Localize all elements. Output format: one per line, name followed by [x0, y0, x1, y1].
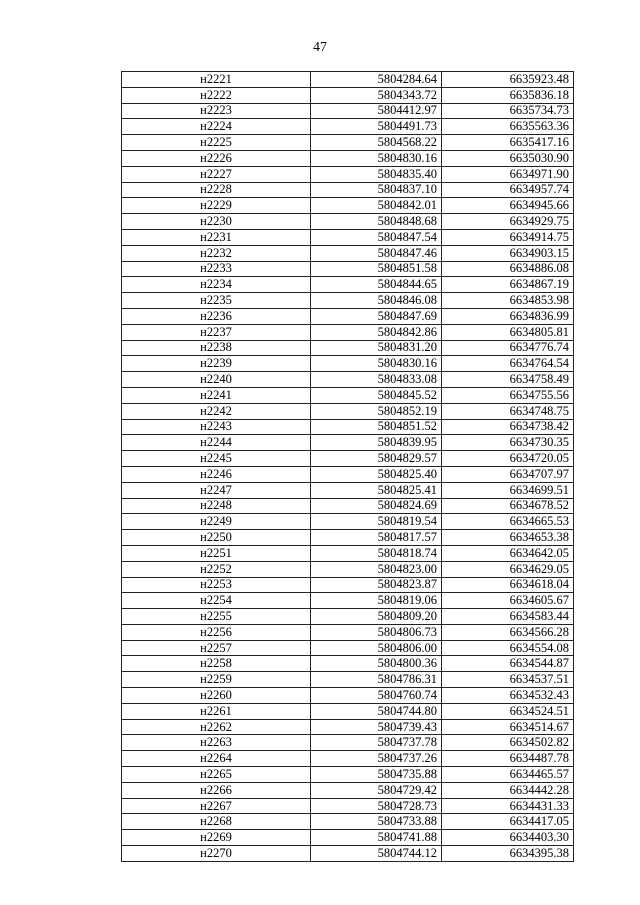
table-row	[122, 403, 574, 419]
y-coordinate-cell: 6634465.57	[442, 767, 574, 783]
x-coordinate-cell: 5804831.20	[311, 340, 442, 356]
x-coordinate-cell: 5804786.31	[311, 672, 442, 688]
table-row	[122, 498, 574, 514]
point-name-cell: н2246	[122, 466, 311, 482]
x-coordinate-cell: 5804729.42	[311, 782, 442, 798]
point-name-cell: н2222	[122, 87, 311, 103]
point-name-cell: н2265	[122, 767, 311, 783]
point-name-cell: н2261	[122, 703, 311, 719]
point-name-cell: н2250	[122, 530, 311, 546]
point-name-cell: н2238	[122, 340, 311, 356]
x-coordinate-cell: 5804830.16	[311, 150, 442, 166]
x-coordinate-cell: 5804818.74	[311, 545, 442, 561]
table-row	[122, 767, 574, 783]
x-coordinate-cell: 5804735.88	[311, 767, 442, 783]
point-name-cell: н2245	[122, 451, 311, 467]
point-name-cell: н2252	[122, 561, 311, 577]
point-name-cell: н2264	[122, 751, 311, 767]
table-row	[122, 830, 574, 846]
table-row	[122, 135, 574, 151]
point-name-cell: н2262	[122, 719, 311, 735]
point-name-cell: н2269	[122, 830, 311, 846]
x-coordinate-cell: 5804823.00	[311, 561, 442, 577]
point-name-cell: н2231	[122, 229, 311, 245]
table-row	[122, 324, 574, 340]
table-row	[122, 782, 574, 798]
point-name-cell: н2225	[122, 135, 311, 151]
y-coordinate-cell: 6634566.28	[442, 624, 574, 640]
table-row	[122, 514, 574, 530]
x-coordinate-cell: 5804819.06	[311, 593, 442, 609]
y-coordinate-cell: 6635417.16	[442, 135, 574, 151]
table-row	[122, 530, 574, 546]
x-coordinate-cell: 5804845.52	[311, 387, 442, 403]
table-row	[122, 640, 574, 656]
table-row	[122, 372, 574, 388]
point-name-cell: н2229	[122, 198, 311, 214]
x-coordinate-cell: 5804737.26	[311, 751, 442, 767]
table-row	[122, 451, 574, 467]
y-coordinate-cell: 6634867.19	[442, 277, 574, 293]
table-row	[122, 293, 574, 309]
y-coordinate-cell: 6634805.81	[442, 324, 574, 340]
table-row	[122, 593, 574, 609]
y-coordinate-cell: 6634417.05	[442, 814, 574, 830]
coordinates-table	[121, 71, 574, 862]
point-name-cell: н2224	[122, 119, 311, 135]
x-coordinate-cell: 5804851.52	[311, 419, 442, 435]
x-coordinate-cell: 5804833.08	[311, 372, 442, 388]
y-coordinate-cell: 6634642.05	[442, 545, 574, 561]
table-row	[122, 166, 574, 182]
table-row	[122, 751, 574, 767]
y-coordinate-cell: 6634502.82	[442, 735, 574, 751]
y-coordinate-cell: 6635923.48	[442, 72, 574, 88]
x-coordinate-cell: 5804842.01	[311, 198, 442, 214]
x-coordinate-cell: 5804835.40	[311, 166, 442, 182]
x-coordinate-cell: 5804739.43	[311, 719, 442, 735]
table-row	[122, 419, 574, 435]
x-coordinate-cell: 5804825.40	[311, 466, 442, 482]
x-coordinate-cell: 5804491.73	[311, 119, 442, 135]
table-row	[122, 340, 574, 356]
y-coordinate-cell: 6634665.53	[442, 514, 574, 530]
y-coordinate-cell: 6634629.05	[442, 561, 574, 577]
table-row	[122, 672, 574, 688]
table-row	[122, 72, 574, 88]
y-coordinate-cell: 6634605.67	[442, 593, 574, 609]
point-name-cell: н2223	[122, 103, 311, 119]
y-coordinate-cell: 6634653.38	[442, 530, 574, 546]
point-name-cell: н2233	[122, 261, 311, 277]
coordinates-table-body	[122, 72, 574, 862]
table-row	[122, 229, 574, 245]
y-coordinate-cell: 6634929.75	[442, 214, 574, 230]
point-name-cell: н2240	[122, 372, 311, 388]
point-name-cell: н2256	[122, 624, 311, 640]
x-coordinate-cell: 5804817.57	[311, 530, 442, 546]
table-row	[122, 150, 574, 166]
table-row	[122, 198, 574, 214]
point-name-cell: н2259	[122, 672, 311, 688]
point-name-cell: н2234	[122, 277, 311, 293]
point-name-cell: н2253	[122, 577, 311, 593]
point-name-cell: н2247	[122, 482, 311, 498]
table-row	[122, 435, 574, 451]
point-name-cell: н2239	[122, 356, 311, 372]
point-name-cell: н2248	[122, 498, 311, 514]
y-coordinate-cell: 6634532.43	[442, 688, 574, 704]
x-coordinate-cell: 5804744.12	[311, 846, 442, 862]
table-row	[122, 846, 574, 862]
x-coordinate-cell: 5804343.72	[311, 87, 442, 103]
x-coordinate-cell: 5804806.00	[311, 640, 442, 656]
point-name-cell: н2258	[122, 656, 311, 672]
point-name-cell: н2230	[122, 214, 311, 230]
y-coordinate-cell: 6634945.66	[442, 198, 574, 214]
x-coordinate-cell: 5804412.97	[311, 103, 442, 119]
y-coordinate-cell: 6634544.87	[442, 656, 574, 672]
point-name-cell: н2255	[122, 609, 311, 625]
x-coordinate-cell: 5804823.87	[311, 577, 442, 593]
y-coordinate-cell: 6634886.08	[442, 261, 574, 277]
x-coordinate-cell: 5804741.88	[311, 830, 442, 846]
table-row	[122, 103, 574, 119]
y-coordinate-cell: 6634554.08	[442, 640, 574, 656]
point-name-cell: н2251	[122, 545, 311, 561]
y-coordinate-cell: 6634903.15	[442, 245, 574, 261]
point-name-cell: н2257	[122, 640, 311, 656]
x-coordinate-cell: 5804728.73	[311, 798, 442, 814]
point-name-cell: н2260	[122, 688, 311, 704]
x-coordinate-cell: 5804284.64	[311, 72, 442, 88]
x-coordinate-cell: 5804851.58	[311, 261, 442, 277]
y-coordinate-cell: 6634720.05	[442, 451, 574, 467]
point-name-cell: н2227	[122, 166, 311, 182]
point-name-cell: н2241	[122, 387, 311, 403]
x-coordinate-cell: 5804848.68	[311, 214, 442, 230]
y-coordinate-cell: 6634583.44	[442, 609, 574, 625]
point-name-cell: н2268	[122, 814, 311, 830]
table-row	[122, 545, 574, 561]
y-coordinate-cell: 6634776.74	[442, 340, 574, 356]
y-coordinate-cell: 6634853.98	[442, 293, 574, 309]
y-coordinate-cell: 6634487.78	[442, 751, 574, 767]
y-coordinate-cell: 6635563.36	[442, 119, 574, 135]
table-row	[122, 814, 574, 830]
point-name-cell: н2235	[122, 293, 311, 309]
table-row	[122, 609, 574, 625]
y-coordinate-cell: 6634971.90	[442, 166, 574, 182]
x-coordinate-cell: 5804760.74	[311, 688, 442, 704]
table-row	[122, 245, 574, 261]
table-row	[122, 624, 574, 640]
x-coordinate-cell: 5804800.36	[311, 656, 442, 672]
y-coordinate-cell: 6635030.90	[442, 150, 574, 166]
table-row	[122, 577, 574, 593]
point-name-cell: н2254	[122, 593, 311, 609]
y-coordinate-cell: 6634764.54	[442, 356, 574, 372]
point-name-cell: н2226	[122, 150, 311, 166]
table-row	[122, 356, 574, 372]
point-name-cell: н2221	[122, 72, 311, 88]
x-coordinate-cell: 5804847.54	[311, 229, 442, 245]
table-row	[122, 466, 574, 482]
point-name-cell: н2228	[122, 182, 311, 198]
x-coordinate-cell: 5804837.10	[311, 182, 442, 198]
y-coordinate-cell: 6634957.74	[442, 182, 574, 198]
x-coordinate-cell: 5804844.65	[311, 277, 442, 293]
table-row	[122, 277, 574, 293]
table-row	[122, 182, 574, 198]
x-coordinate-cell: 5804846.08	[311, 293, 442, 309]
x-coordinate-cell: 5804852.19	[311, 403, 442, 419]
y-coordinate-cell: 6634431.33	[442, 798, 574, 814]
x-coordinate-cell: 5804809.20	[311, 609, 442, 625]
y-coordinate-cell: 6634748.75	[442, 403, 574, 419]
y-coordinate-cell: 6634758.49	[442, 372, 574, 388]
x-coordinate-cell: 5804825.41	[311, 482, 442, 498]
table-row	[122, 735, 574, 751]
y-coordinate-cell: 6634914.75	[442, 229, 574, 245]
y-coordinate-cell: 6634699.51	[442, 482, 574, 498]
point-name-cell: н2266	[122, 782, 311, 798]
y-coordinate-cell: 6634730.35	[442, 435, 574, 451]
y-coordinate-cell: 6634707.97	[442, 466, 574, 482]
x-coordinate-cell: 5804829.57	[311, 451, 442, 467]
table-row	[122, 719, 574, 735]
table-row	[122, 482, 574, 498]
table-row	[122, 214, 574, 230]
y-coordinate-cell: 6634395.38	[442, 846, 574, 862]
point-name-cell: н2244	[122, 435, 311, 451]
page-number: 47	[313, 40, 327, 55]
point-name-cell: н2242	[122, 403, 311, 419]
point-name-cell: н2232	[122, 245, 311, 261]
point-name-cell: н2236	[122, 308, 311, 324]
table-row	[122, 308, 574, 324]
table-row	[122, 798, 574, 814]
y-coordinate-cell: 6634755.56	[442, 387, 574, 403]
x-coordinate-cell: 5804847.69	[311, 308, 442, 324]
x-coordinate-cell: 5804824.69	[311, 498, 442, 514]
table-row	[122, 561, 574, 577]
y-coordinate-cell: 6634514.67	[442, 719, 574, 735]
point-name-cell: н2270	[122, 846, 311, 862]
table-row	[122, 656, 574, 672]
table-row	[122, 703, 574, 719]
y-coordinate-cell: 6634836.99	[442, 308, 574, 324]
x-coordinate-cell: 5804842.86	[311, 324, 442, 340]
y-coordinate-cell: 6634403.30	[442, 830, 574, 846]
y-coordinate-cell: 6634738.42	[442, 419, 574, 435]
x-coordinate-cell: 5804830.16	[311, 356, 442, 372]
y-coordinate-cell: 6634442.28	[442, 782, 574, 798]
x-coordinate-cell: 5804819.54	[311, 514, 442, 530]
y-coordinate-cell: 6634618.04	[442, 577, 574, 593]
x-coordinate-cell: 5804744.80	[311, 703, 442, 719]
y-coordinate-cell: 6634678.52	[442, 498, 574, 514]
x-coordinate-cell: 5804733.88	[311, 814, 442, 830]
table-row	[122, 688, 574, 704]
point-name-cell: н2243	[122, 419, 311, 435]
y-coordinate-cell: 6634537.51	[442, 672, 574, 688]
x-coordinate-cell: 5804568.22	[311, 135, 442, 151]
y-coordinate-cell: 6635734.73	[442, 103, 574, 119]
x-coordinate-cell: 5804737.78	[311, 735, 442, 751]
table-row	[122, 387, 574, 403]
table-row	[122, 261, 574, 277]
y-coordinate-cell: 6634524.51	[442, 703, 574, 719]
point-name-cell: н2267	[122, 798, 311, 814]
table-row	[122, 87, 574, 103]
point-name-cell: н2237	[122, 324, 311, 340]
table-row	[122, 119, 574, 135]
x-coordinate-cell: 5804839.95	[311, 435, 442, 451]
x-coordinate-cell: 5804806.73	[311, 624, 442, 640]
x-coordinate-cell: 5804847.46	[311, 245, 442, 261]
point-name-cell: н2263	[122, 735, 311, 751]
y-coordinate-cell: 6635836.18	[442, 87, 574, 103]
point-name-cell: н2249	[122, 514, 311, 530]
